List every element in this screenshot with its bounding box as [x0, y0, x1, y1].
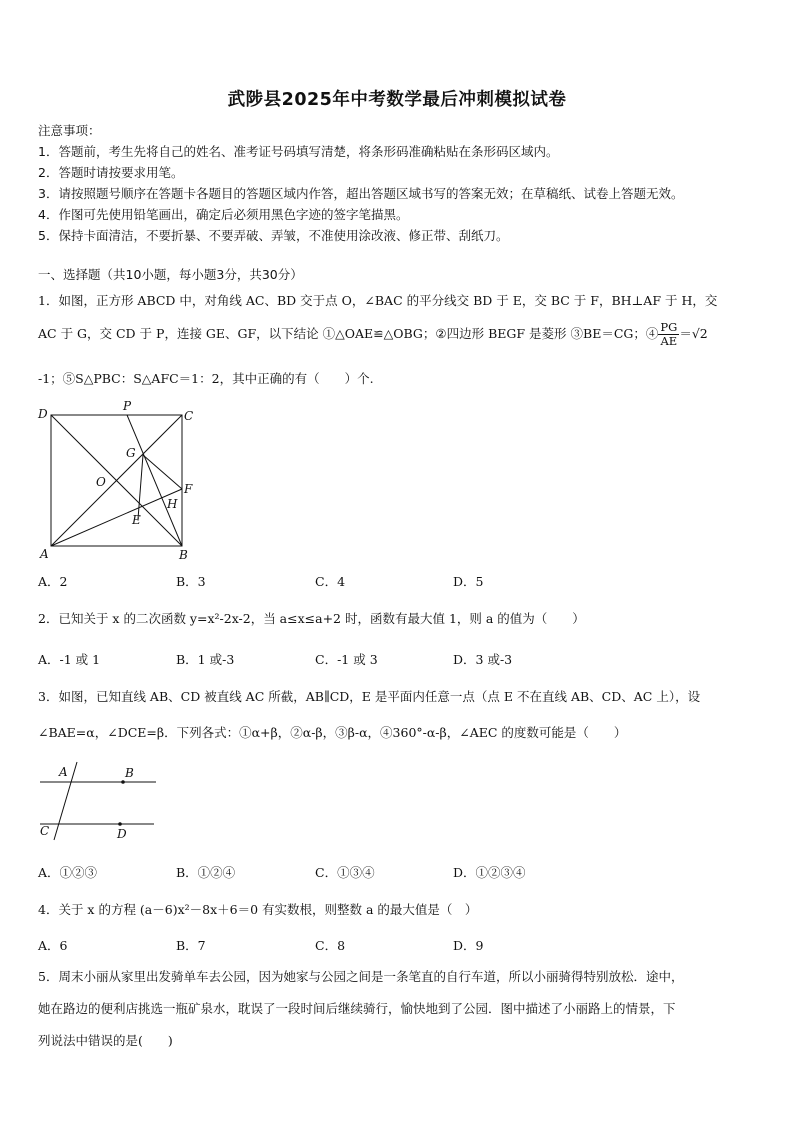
label-e: E: [132, 513, 141, 527]
option-b[interactable]: B．①②④: [176, 865, 236, 880]
parallel-lines-figure: [36, 760, 161, 842]
fraction-numerator: PG: [660, 320, 678, 334]
question-1-line2-text: AC 于 G，交 CD 于 P，连接 GE、GF，以下结论 ①△OAE≌△OBG；②四边形 BEGF 是菱形 ③BE＝CG；④: [38, 326, 659, 341]
option-a[interactable]: A．6: [38, 938, 68, 953]
label-b: B: [179, 548, 188, 562]
question-5-line1: 5．周末小丽从家里出发骑单车去公园，因为她家与公园之间是一条笔直的自行车道，所以小丽骑得特别放松．途中，: [38, 969, 684, 984]
notice-heading: 注意事项：: [38, 123, 101, 138]
option-c[interactable]: C．4: [315, 574, 346, 589]
question-3-line2: ∠BAE=α，∠DCE=β．下列各式：①α+β，②α-β，③β-α，④360°-α-β，∠AEC 的度数可能是（ ）: [38, 725, 627, 740]
sqrt-expression: ＝√2: [679, 326, 708, 341]
question-1-line1: 1．如图，正方形 ABCD 中，对角线 AC、BD 交于点 O，∠BAC 的平分线交 BD 于 E，交 BC 于 F，BH⊥AF 于 H，交: [38, 293, 718, 308]
notice-item: 3．请按照题号顺序在答题卡各题目的答题区域内作答，超出答题区域书写的答案无效；在草稿纸、试卷上答题无效。: [38, 186, 684, 201]
option-c[interactable]: C．①③④: [315, 865, 375, 880]
question-1-line3: -1；⑤S△PBC：S△AFC＝1：2，其中正确的有（ ）个.: [38, 371, 374, 386]
label-d: D: [117, 827, 127, 841]
label-c: C: [40, 824, 50, 838]
label-d: D: [38, 407, 48, 421]
question-1-line2: [38, 321, 708, 348]
option-a[interactable]: A．①②③: [38, 865, 98, 880]
option-d[interactable]: D．5: [453, 574, 484, 589]
option-c[interactable]: C．8: [315, 938, 346, 953]
label-a: A: [40, 547, 49, 561]
fraction-denominator: AE: [660, 334, 678, 348]
option-b[interactable]: B．7: [176, 938, 206, 953]
question-4-text: 4．关于 x 的方程 (a－6)x²－8x＋6＝0 有实数根，则整数 a 的最大值是（ ）: [38, 902, 478, 917]
option-a[interactable]: A．2: [38, 574, 68, 589]
segment-gf: [143, 455, 182, 489]
label-a: A: [59, 765, 68, 779]
notice-item: 5．保持卡面清洁，不要折暴、不要弄破、弄皱，不准使用涂改液、修正带、刮纸刀。: [38, 228, 509, 243]
label-h: H: [167, 497, 178, 511]
label-c: C: [184, 409, 194, 423]
label-p: P: [123, 399, 132, 413]
label-g: G: [126, 446, 136, 460]
notice-item: 4．作图可先使用铅笔画出，确定后必须用黑色字迹的签字笔描黑。: [38, 207, 409, 222]
exam-title: 武陟县2025年中考数学最后冲刺模拟试卷: [227, 90, 567, 110]
fraction-pg-ae: [658, 321, 679, 348]
point-b: [121, 780, 125, 784]
question-5-line2: 她在路边的便利店挑选一瓶矿泉水，耽误了一段时间后继续骑行，愉快地到了公园．图中描述了小丽路上的情景，下: [38, 1001, 676, 1016]
label-o: O: [96, 475, 106, 489]
option-b[interactable]: B．1 或-3: [176, 652, 235, 667]
label-b: B: [125, 766, 134, 780]
option-a[interactable]: A．-1 或 1: [38, 652, 101, 667]
line-af: [51, 489, 182, 546]
option-c[interactable]: C．-1 或 3: [315, 652, 378, 667]
option-d[interactable]: D．9: [453, 938, 484, 953]
label-f: F: [184, 482, 193, 496]
notice-item: 2．答题时请按要求用笔。: [38, 165, 184, 180]
question-2-text: 2．已知关于 x 的二次函数 y=x²-2x-2，当 a≤x≤a+2 时，函数有最大值 1，则 a 的值为（ ）: [38, 611, 585, 626]
question-3-line1: 3．如图，已知直线 AB、CD 被直线 AC 所截，AB∥CD，E 是平面内任意一点（点 E 不在直线 AB、CD、AC 上），设: [38, 689, 701, 704]
option-d[interactable]: D．3 或-3: [453, 652, 513, 667]
option-b[interactable]: B．3: [176, 574, 206, 589]
segment-ge: [138, 455, 143, 519]
square-abcd-figure: [36, 398, 196, 563]
point-d: [118, 822, 122, 826]
question-5-line3: 列说法中错误的是( ): [38, 1033, 173, 1048]
notice-item: 1．答题前，考生先将自己的姓名、准考证号码填写清楚，将条形码准确粘贴在条形码区域内。: [38, 144, 559, 159]
section-heading: 一、选择题（共10小题，每小题3分，共30分）: [38, 267, 303, 282]
option-d[interactable]: D．①②③④: [453, 865, 526, 880]
